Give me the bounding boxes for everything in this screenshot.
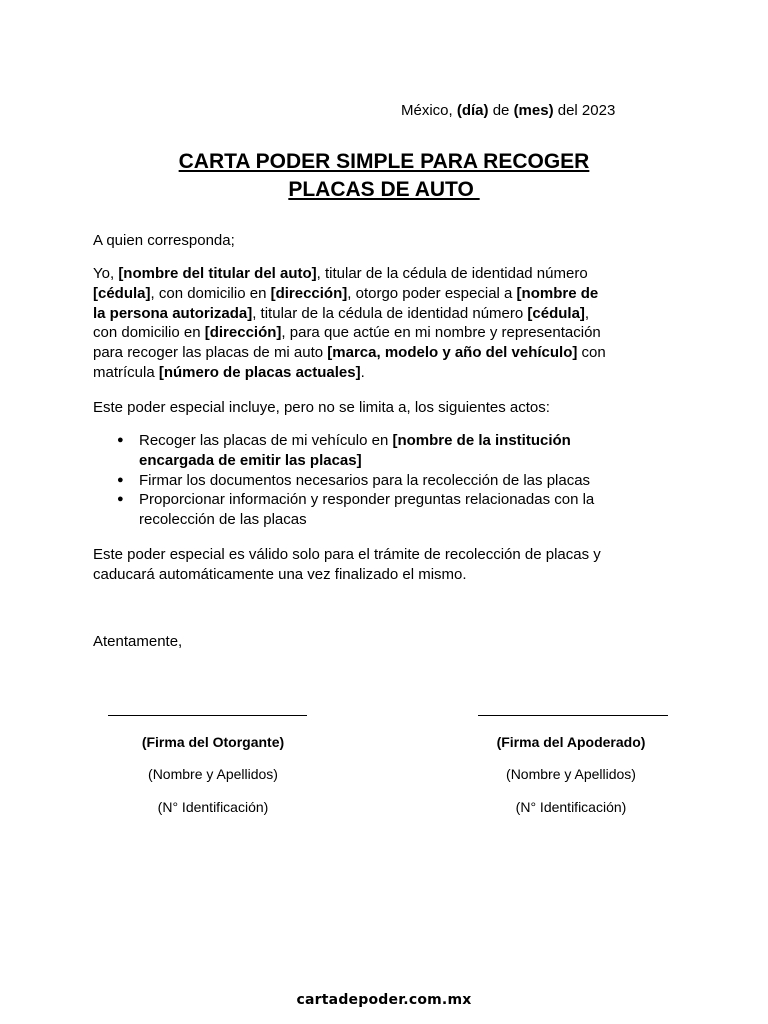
text-run: Recoger las placas de mi vehículo en [139,432,393,449]
list-item [93,431,673,471]
text-run: matrícula [93,363,159,381]
signature-id: (N° Identificación) [157,799,269,815]
authorization-paragraph [93,264,673,383]
bold-text-run: encargada de emitir las placas] [139,451,362,469]
text-run: con domicilio en [93,324,205,342]
text-run: , con domicilio en [150,284,271,302]
signature-name: (Nombre y Apellidos) [148,766,278,782]
paragraph-line [93,304,673,324]
signature-line-grantor [108,715,307,716]
salutation: A quien corresponda; [93,232,235,249]
acts-list [93,431,673,530]
bold-text-run: [marca, modelo y año del vehículo] [327,344,578,362]
signature-name: (Nombre y Apellidos) [506,766,636,782]
document-title [93,148,675,204]
footer-website: cartadepoder.com.mx [296,992,472,1008]
list-item-line [139,510,673,530]
paragraph-line [93,343,673,363]
bold-text-run: [dirección] [270,284,348,302]
text-run: México, [401,102,457,119]
validity-paragraph [93,545,601,585]
signature-role: (Firma del Apoderado) [496,734,646,750]
bullet-icon: ● [117,434,124,446]
text-run: Proporcionar información y responder preguntas relacionadas con la [139,491,595,509]
bold-text-run: [cédula] [93,284,151,302]
signature-role: (Firma del Otorgante) [141,734,285,750]
closing: Atentamente, [93,633,183,650]
list-item-line [139,490,673,510]
text-run: . [360,363,365,381]
bold-text-run: (mes) [513,102,554,119]
bold-text-run: [número de placas actuales] [158,363,361,381]
text-run: Yo, [93,265,119,282]
paragraph-line [93,284,673,304]
paragraph-line [93,264,673,284]
bold-text-run: la persona autorizada] [93,304,253,322]
text-run: con [577,344,606,362]
bold-text-run: [nombre del titular del auto] [118,265,317,282]
bullet-icon: ● [117,473,124,486]
bold-text-run: [nombre de [516,284,599,302]
list-intro: Este poder especial incluye, pero no se limita a, los siguientes actos: [93,399,550,416]
list-item-line [139,471,673,491]
paragraph-line [93,363,673,383]
bold-text-run: (día) [456,102,489,119]
paragraph-line: Este poder especial es válido solo para el trámite de recolección de placas y [93,546,601,563]
signature-id: (N° Identificación) [515,799,627,815]
list-item-line [139,451,673,471]
bold-text-run: [cédula] [527,304,585,322]
date-line [401,101,615,120]
text-run: , titular de la cédula de identidad número [316,265,588,282]
list-item [93,471,673,491]
paragraph-line [93,323,673,343]
text-run: para recoger las placas de mi auto [93,344,328,362]
text-run: Firmar los documentos necesarios para la recolección de las placas [139,471,591,489]
text-run: , para que actúe en mi nombre y representación [281,324,601,342]
text-run: , titular de la cédula de identidad número [252,304,528,322]
list-item [93,490,673,530]
text-run: del 2023 [553,102,616,119]
text-run: recolección de las placas [139,511,307,529]
bullet-icon: ● [117,493,124,506]
signature-line-attorney [478,715,668,716]
text-run: de [488,102,514,119]
list-item-line [139,431,673,451]
title-line-2: PLACAS DE AUTO [288,178,480,201]
bold-text-run: [dirección] [204,324,282,342]
paragraph-line: caducará automáticamente una vez finalizado el mismo. [93,565,467,583]
text-run: , otorgo poder especial a [347,284,517,302]
text-run: , [584,304,590,322]
title-line-1: CARTA PODER SIMPLE PARA RECOGER [178,150,590,173]
bold-text-run: [nombre de la institución [392,432,571,449]
